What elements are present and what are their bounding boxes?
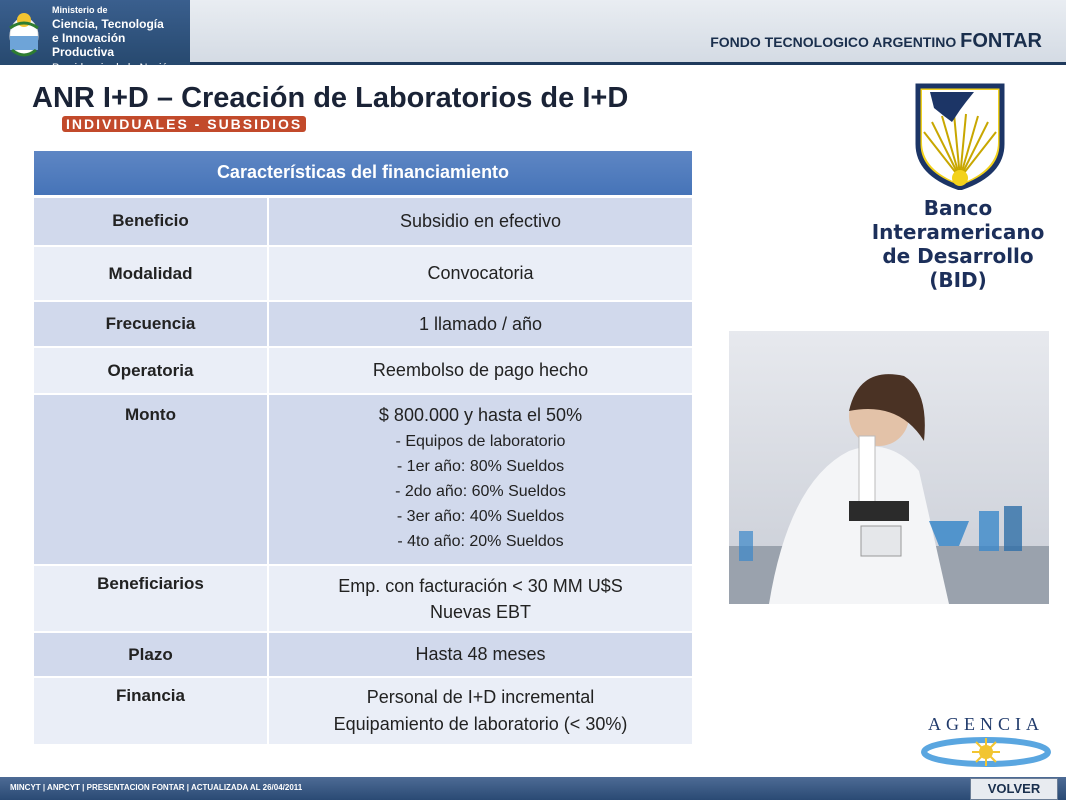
table-row — [34, 196, 692, 246]
footer-text: MINCYT | ANPCYT | PRESENTACION FONTAR | ACTUALIZADA AL 26/04/2011 — [10, 783, 303, 792]
bid-line-4: (BID) — [929, 268, 987, 292]
row-value: Subsidio en efectivo — [268, 196, 692, 246]
row-key: Frecuencia — [34, 301, 268, 347]
fondo-name: FONTAR — [960, 30, 1042, 52]
ministry-line-4: Presidencia de la Nación — [52, 62, 174, 74]
subtitle-badge: INDIVIDUALES - SUBSIDIOS — [62, 116, 306, 132]
bid-line-2: Interamericano — [871, 220, 1045, 244]
list-item: - 2do año: 60% Sueldos — [395, 483, 566, 500]
row-value: 1 llamado / año — [268, 301, 692, 347]
fondo-prefix: FONDO TECNOLOGICO ARGENTINO — [710, 34, 957, 50]
argentina-crest-icon — [6, 6, 42, 58]
list-item: - 4to año: 20% Sueldos — [397, 533, 564, 550]
row-value-cell — [268, 394, 692, 565]
row-value: Reembolso de pago hecho — [268, 347, 692, 394]
row-key: Beneficiarios — [34, 565, 268, 632]
ministry-name — [52, 3, 190, 75]
row-key: Plazo — [34, 632, 268, 677]
list-item: - Equipos de laboratorio — [395, 433, 566, 450]
ministry-line-3: e Innovación Productiva — [52, 31, 126, 59]
row-value-cell — [268, 677, 692, 745]
bid-line-1: Banco — [923, 196, 993, 220]
row-key: Monto — [34, 394, 268, 565]
row-key: Beneficio — [34, 196, 268, 246]
table-row — [34, 347, 692, 394]
table-row — [34, 394, 692, 565]
row-value: Hasta 48 meses — [268, 632, 692, 677]
row-value: Personal de I+D incremental — [366, 687, 595, 707]
row-value: $ 800.000 y hasta el 50% — [378, 405, 583, 425]
bid-logo-icon — [914, 82, 1006, 190]
table-row — [34, 565, 692, 632]
list-item: - 3er año: 40% Sueldos — [396, 508, 565, 525]
row-value: Convocatoria — [268, 246, 692, 301]
list-item: - 1er año: 80% Sueldos — [396, 458, 565, 475]
scientist-microscope-photo — [729, 331, 1049, 604]
agencia-label: AGENCIA — [928, 714, 1044, 734]
table-header: Características del financiamiento — [34, 151, 692, 196]
row-value: Emp. con facturación < 30 MM U$S — [338, 575, 623, 596]
ministry-line-1: Ministerio de — [52, 5, 108, 15]
table-row — [34, 677, 692, 745]
ministry-line-2: Ciencia, Tecnología — [52, 17, 164, 31]
row-value-cell — [268, 565, 692, 632]
row-key: Modalidad — [34, 246, 268, 301]
financing-table — [34, 151, 692, 746]
row-value-2: Equipamiento de laboratorio (< 30%) — [333, 714, 628, 734]
table-row — [34, 301, 692, 347]
bid-name — [848, 196, 1066, 292]
table-header-row — [34, 151, 692, 196]
monto-list — [269, 429, 692, 554]
header-bar — [0, 0, 1066, 74]
row-value-2: Nuevas EBT — [429, 601, 532, 622]
ministry-banner — [0, 0, 190, 74]
row-key: Operatoria — [34, 347, 268, 394]
footer-bar — [0, 777, 1066, 800]
table-row — [34, 632, 692, 677]
row-key: Financia — [34, 677, 268, 745]
bid-line-3: de Desarrollo — [882, 244, 1034, 268]
table-row — [34, 246, 692, 301]
volver-button[interactable]: VOLVER — [970, 778, 1058, 800]
page-title: ANR I+D – Creación de Laboratorios de I+D — [32, 82, 629, 114]
fondo-label — [710, 30, 1042, 53]
agencia-logo-icon — [918, 716, 1054, 770]
